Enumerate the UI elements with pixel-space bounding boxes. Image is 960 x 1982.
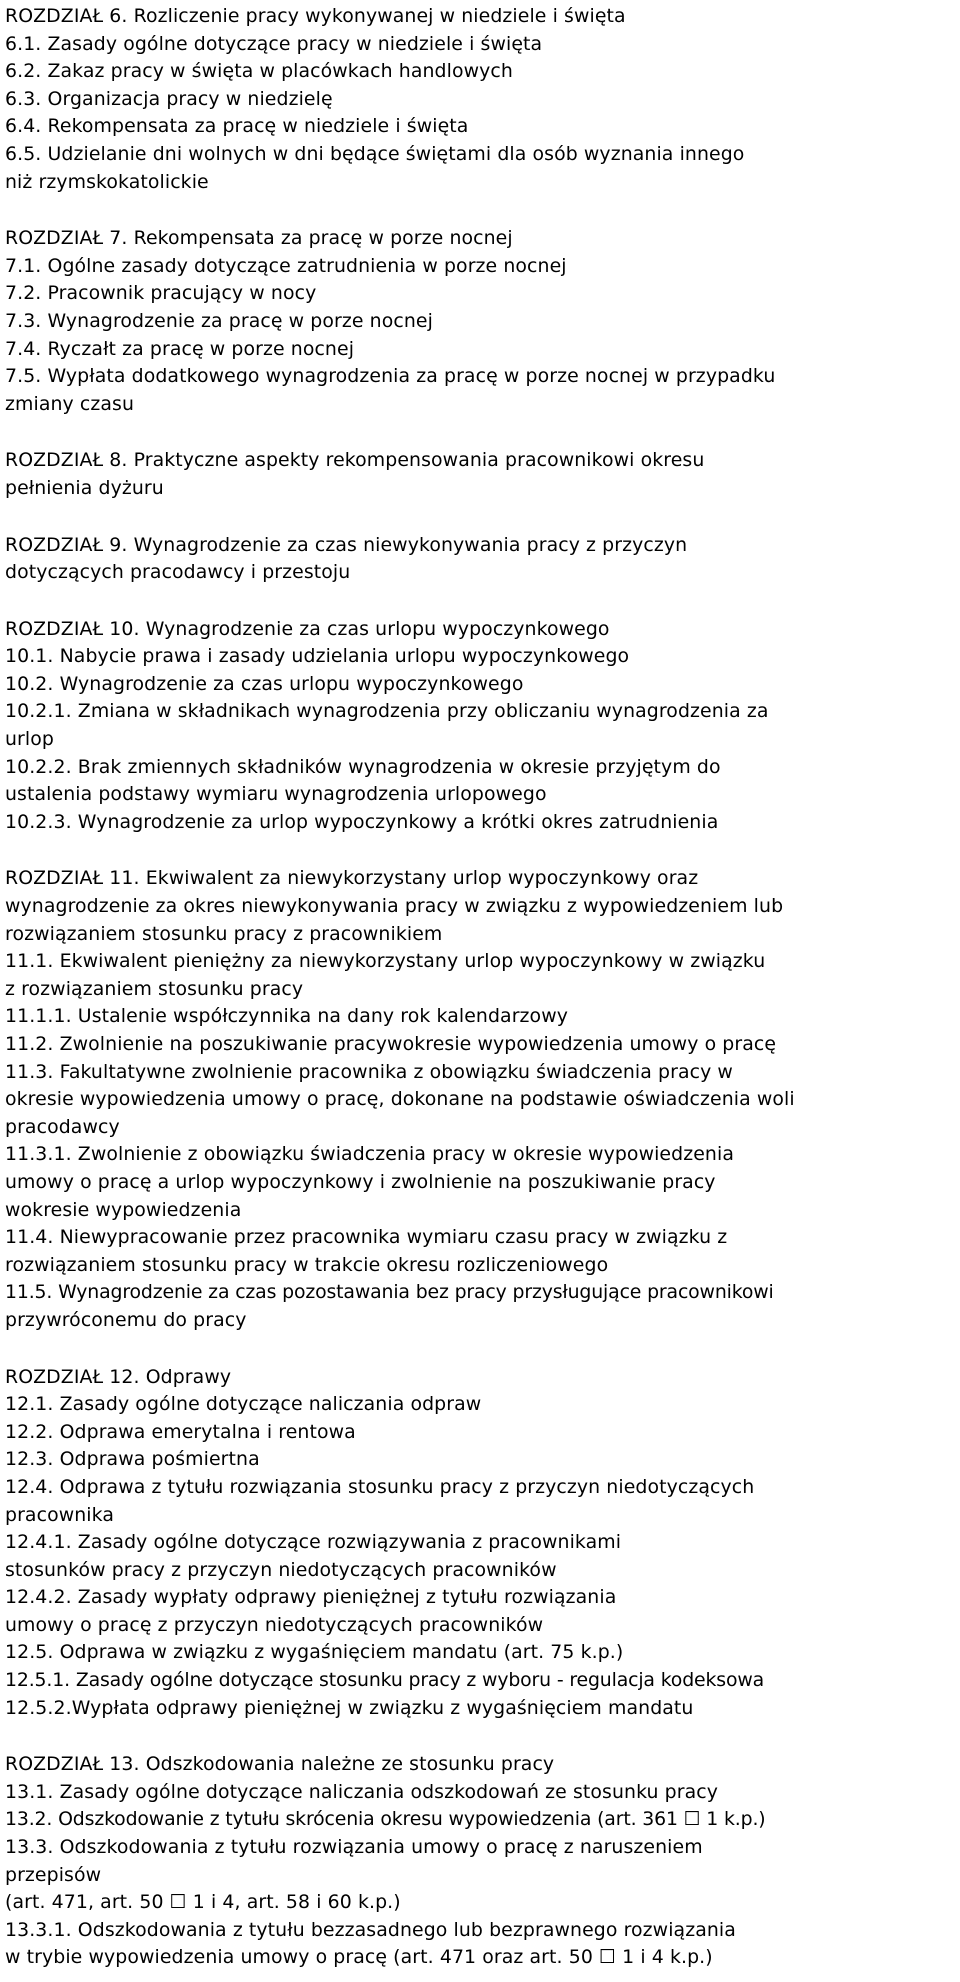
toc-entry: z rozwiązaniem stosunku pracy: [5, 977, 304, 1000]
toc-entry: wokresie wypowiedzenia: [5, 1198, 242, 1221]
toc-section: [5, 447, 960, 502]
toc-entry: 13.3.1. Odszkodowania z tytułu bezzasadnego lub bezprawnego rozwiązania: [5, 1918, 736, 1941]
toc-entry: 10.2.1. Zmiana w składnikach wynagrodzenia przy obliczaniu wynagrodzenia za: [5, 700, 769, 723]
toc-entry: 11.5. Wynagrodzenie za czas pozostawania bez pracy przysługujące pracownikowi: [5, 1281, 774, 1304]
toc-entry: 6.2. Zakaz pracy w święta w placówkach handlowych: [5, 60, 513, 83]
chapter-heading: ROZDZIAŁ 8. Praktyczne aspekty rekompensowania pracownikowi okresu: [5, 449, 705, 472]
toc-entry: przywróconemu do pracy: [5, 1308, 247, 1331]
chapter-heading: ROZDZIAŁ 10. Wynagrodzenie za czas urlopu wypoczynkowego: [5, 617, 610, 640]
toc-entry: 12.5.2.Wypłata odprawy pieniężnej w związku z wygaśnięciem mandatu: [5, 1696, 694, 1719]
toc-entry: wynagrodzenie za okres niewykonywania pracy w związku z wypowiedzeniem lub: [5, 895, 784, 918]
toc-entry: 11.4. Niewypracowanie przez pracownika wymiaru czasu pracy w związku z: [5, 1226, 728, 1249]
toc-entry: 10.2.3. Wynagrodzenie za urlop wypoczynkowy a krótki okres zatrudnienia: [5, 810, 719, 833]
toc-section: [5, 225, 960, 418]
chapter-heading: ROZDZIAŁ 7. Rekompensata za pracę w porze nocnej: [5, 227, 513, 250]
toc-entry: rozwiązaniem stosunku pracy w trakcie okresu rozliczeniowego: [5, 1253, 609, 1276]
chapter-heading: ROZDZIAŁ 6. Rozliczenie pracy wykonywanej w niedziele i święta: [5, 5, 626, 27]
toc-entry: 11.2. Zwolnienie na poszukiwanie pracywokresie wypowiedzenia umowy o pracę: [5, 1033, 777, 1055]
toc-entry: 12.4.2. Zasady wypłaty odprawy pieniężnej z tytułu rozwiązania: [5, 1586, 617, 1609]
toc-entry: 12.5.1. Zasady ogólne dotyczące stosunku pracy z wyboru - regulacja kodeksowa: [5, 1669, 765, 1692]
toc-entry: 13.1. Zasady ogólne dotyczące naliczania odszkodowań ze stosunku pracy: [5, 1780, 719, 1803]
toc-entry: 11.1.1. Ustalenie współczynnika na dany rok kalendarzowy: [5, 1005, 568, 1028]
toc-entry: umowy o pracę a urlop wypoczynkowy i zwolnienie na poszukiwanie pracy: [5, 1170, 716, 1193]
toc-entry: 10.2. Wynagrodzenie za czas urlopu wypoczynkowego: [5, 672, 524, 695]
toc-entry: 7.5. Wypłata dodatkowego wynagrodzenia za pracę w porze nocnej w przypadku: [5, 365, 776, 388]
toc-section: [5, 1364, 960, 1723]
toc-entry: urlop: [5, 728, 54, 751]
toc-entry: 7.2. Pracownik pracujący w nocy: [5, 282, 317, 305]
toc-entry: przepisów: [5, 1863, 102, 1886]
toc-entry: umowy o pracę z przyczyn niedotyczących pracowników: [5, 1613, 544, 1636]
chapter-heading: ROZDZIAŁ 11. Ekwiwalent za niewykorzystany urlop wypoczynkowy oraz: [5, 867, 699, 890]
toc-entry: 13.2. Odszkodowanie z tytułu skrócenia okresu wypowiedzenia (art. 361 ☐ 1 k.p.): [5, 1808, 766, 1831]
toc-entry: niż rzymskokatolickie: [5, 170, 209, 193]
toc-entry: 7.3. Wynagrodzenie za pracę w porze nocnej: [5, 309, 433, 332]
toc-entry: 12.5. Odprawa w związku z wygaśnięciem mandatu (art. 75 k.p.): [5, 1641, 624, 1664]
toc-entry: 12.2. Odprawa emerytalna i rentowa: [5, 1420, 356, 1443]
toc-section: [5, 532, 960, 587]
toc-entry: okresie wypowiedzenia umowy o pracę, dokonane na podstawie oświadczenia woli: [5, 1088, 795, 1111]
chapter-heading: ROZDZIAŁ 13. Odszkodowania należne ze stosunku pracy: [5, 1753, 555, 1776]
toc-entry: 6.5. Udzielanie dni wolnych w dni będące świętami dla osób wyznania innego: [5, 142, 745, 165]
toc-entry: 12.1. Zasady ogólne dotyczące naliczania odpraw: [5, 1393, 482, 1416]
toc-entry: zmiany czasu: [5, 392, 135, 415]
toc-section: [5, 616, 960, 837]
toc-entry: pracownika: [5, 1503, 114, 1526]
toc-entry: 10.2.2. Brak zmiennych składników wynagrodzenia w okresie przyjętym do: [5, 755, 721, 778]
toc-entry: 12.4.1. Zasady ogólne dotyczące rozwiązywania z pracownikami: [5, 1531, 622, 1554]
toc-entry: stosunków pracy z przyczyn niedotyczących pracowników: [5, 1558, 557, 1581]
toc-section: [5, 3, 960, 196]
toc-entry: 7.1. Ogólne zasady dotyczące zatrudnienia w porze nocnej: [5, 254, 567, 277]
toc-entry: 12.4. Odprawa z tytułu rozwiązania stosunku pracy z przyczyn niedotyczących: [5, 1475, 755, 1498]
chapter-heading: ROZDZIAŁ 9. Wynagrodzenie za czas niewykonywania pracy z przyczyn: [5, 533, 688, 556]
toc-entry: dotyczących pracodawcy i przestoju: [5, 561, 351, 584]
toc-entry: 11.1. Ekwiwalent pieniężny za niewykorzystany urlop wypoczynkowy w związku: [5, 950, 766, 973]
toc-entry: 11.3. Fakultatywne zwolnienie pracownika z obowiązku świadczenia pracy w: [5, 1060, 733, 1083]
toc-entry: pracodawcy: [5, 1115, 120, 1138]
toc-entry: 6.4. Rekompensata za pracę w niedziele i święta: [5, 115, 469, 138]
toc-section: [5, 865, 960, 1334]
toc-entry: pełnienia dyżuru: [5, 476, 164, 499]
chapter-heading: ROZDZIAŁ 12. Odprawy: [5, 1365, 232, 1388]
toc-entry: rozwiązaniem stosunku pracy z pracownikiem: [5, 922, 443, 945]
toc-entry: ustalenia podstawy wymiaru wynagrodzenia urlopowego: [5, 783, 547, 806]
toc-entry: 6.1. Zasady ogólne dotyczące pracy w niedziele i święta: [5, 32, 543, 55]
toc-entry: 6.3. Organizacja pracy w niedzielę: [5, 87, 333, 110]
toc-entry: 7.4. Ryczałt za pracę w porze nocnej: [5, 337, 355, 360]
toc-entry: w trybie wypowiedzenia umowy o pracę (art. 471 oraz art. 50 ☐ 1 i 4 k.p.): [5, 1946, 713, 1969]
toc-entry: 10.1. Nabycie prawa i zasady udzielania urlopu wypoczynkowego: [5, 645, 630, 668]
toc-entry: (art. 471, art. 50 ☐ 1 i 4, art. 58 i 60 k.p.): [5, 1891, 401, 1914]
toc-entry: 13.3. Odszkodowania z tytułu rozwiązania umowy o pracę z naruszeniem: [5, 1836, 703, 1859]
toc-entry: 11.3.1. Zwolnienie z obowiązku świadczenia pracy w okresie wypowiedzenia: [5, 1143, 735, 1166]
toc-entry: 12.3. Odprawa pośmiertna: [5, 1448, 260, 1471]
toc-section: [5, 1751, 960, 1972]
